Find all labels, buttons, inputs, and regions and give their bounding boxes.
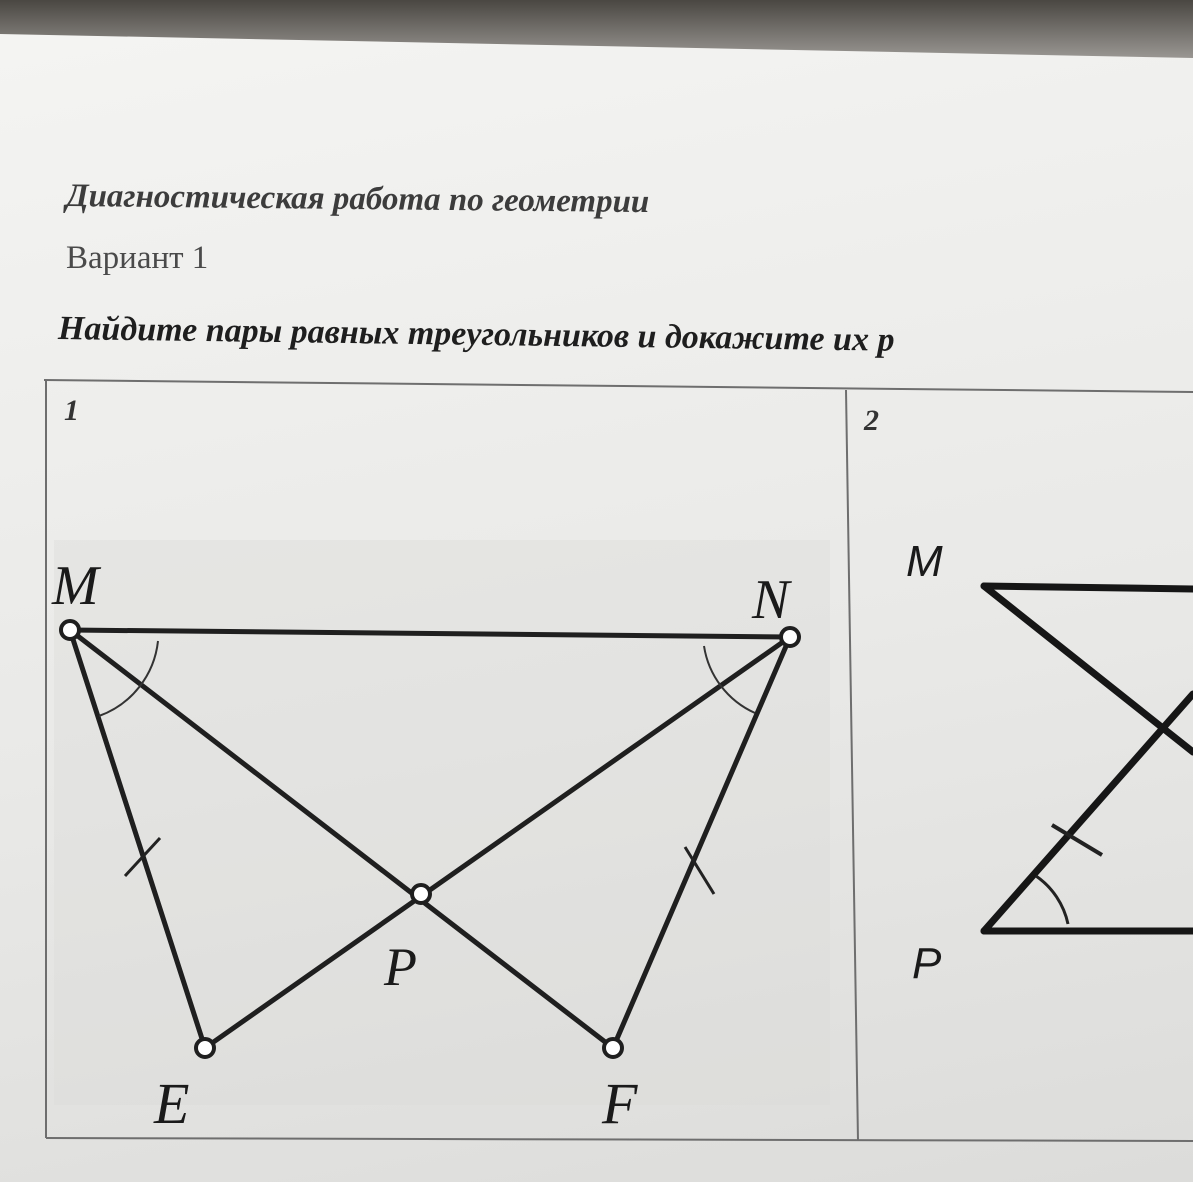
segment-diagonal-up: [984, 694, 1193, 931]
point-e-label: E: [154, 1071, 190, 1136]
point-f-label: F: [602, 1071, 638, 1136]
figure-2-point-m-label: M: [906, 537, 943, 586]
figure-1-background: [54, 540, 830, 1105]
figure-2-point-p-label: P: [912, 939, 942, 988]
point-e-marker: [196, 1039, 214, 1057]
point-n-label: N: [752, 569, 790, 631]
figure-2-number: 2: [864, 404, 879, 437]
figure-2: [863, 404, 1193, 988]
document-title: Диагностическая работа по геометрии: [65, 178, 650, 221]
angle-mark-p: [1036, 876, 1068, 924]
figure-1-number: 1: [64, 394, 79, 427]
task-text: Найдите пары равных треугольников и докажите их р: [57, 310, 895, 359]
point-m-label: M: [52, 555, 99, 617]
point-m-marker: [61, 621, 79, 639]
segment-top: [984, 586, 1193, 589]
point-p-marker: [412, 885, 430, 903]
figure-1: [51, 394, 830, 1136]
point-f-marker: [604, 1039, 622, 1057]
variant-label: Вариант 1: [66, 240, 209, 276]
point-p-label: P: [384, 937, 417, 997]
